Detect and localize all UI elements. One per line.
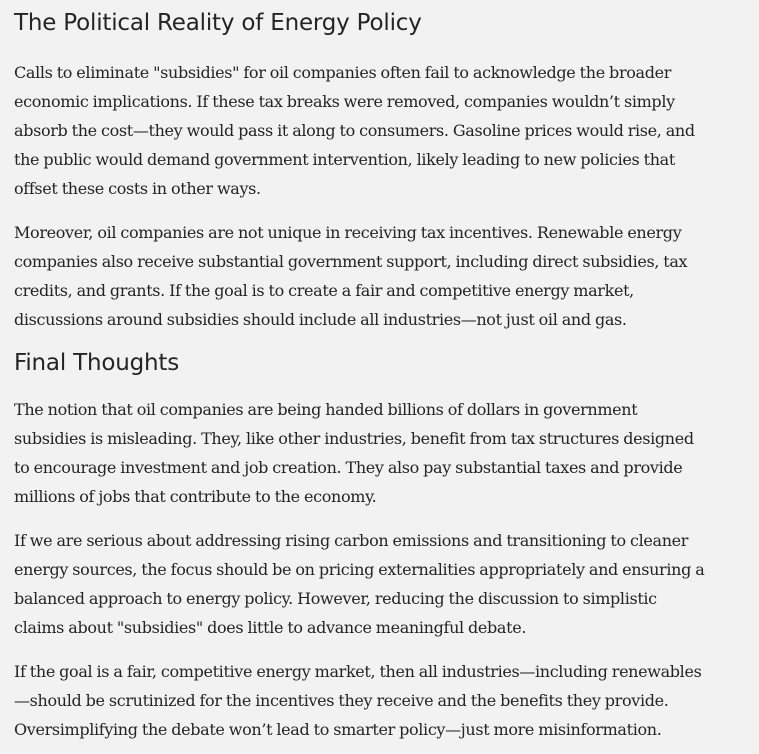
paragraph — [14, 218, 749, 334]
paragraph-line: discussions around subsidies should include all industries—not just oil and gas. — [14, 310, 627, 329]
paragraph — [14, 526, 749, 642]
section-heading-final-thoughts: Final Thoughts — [14, 350, 179, 376]
article-body — [14, 0, 749, 744]
paragraph-line: claims about "subsidies" does little to advance meaningful debate. — [14, 618, 527, 637]
paragraph-line: Oversimplifying the debate won’t lead to smarter policy—just more misinformation. — [14, 720, 662, 739]
paragraph-line: credits, and grants. If the goal is to create a fair and competitive energy market, — [14, 281, 634, 300]
paragraph-line: the public would demand government intervention, likely leading to new policies that — [14, 150, 675, 169]
paragraph-line: subsidies is misleading. They, like other industries, benefit from tax structures designed — [14, 429, 694, 448]
paragraph-line: The notion that oil companies are being handed billions of dollars in government — [14, 400, 638, 419]
paragraph-line: Calls to eliminate "subsidies" for oil companies often fail to acknowledge the broader — [14, 63, 672, 82]
paragraph — [14, 657, 749, 744]
paragraph-line: If the goal is a fair, competitive energy market, then all industries—including renewables — [14, 662, 702, 681]
paragraph-line: millions of jobs that contribute to the economy. — [14, 487, 377, 506]
paragraph-line: offset these costs in other ways. — [14, 179, 261, 198]
paragraph-line: economic implications. If these tax breaks were removed, companies wouldn’t simply — [14, 92, 675, 111]
paragraph-line: energy sources, the focus should be on pricing externalities appropriately and ensuring a — [14, 560, 705, 579]
section-heading-political-reality: The Political Reality of Energy Policy — [14, 10, 422, 36]
paragraph-line: If we are serious about addressing rising carbon emissions and transitioning to cleaner — [14, 531, 689, 550]
paragraph-line: absorb the cost—they would pass it along to consumers. Gasoline prices would rise, and — [14, 121, 695, 140]
paragraph-line: Moreover, oil companies are not unique in receiving tax incentives. Renewable energy — [14, 223, 682, 242]
paragraph-line: to encourage investment and job creation. They also pay substantial taxes and provide — [14, 458, 683, 477]
paragraph-line: companies also receive substantial government support, including direct subsidies, tax — [14, 252, 688, 271]
paragraph-line: balanced approach to energy policy. However, reducing the discussion to simplistic — [14, 589, 657, 608]
paragraph — [14, 395, 749, 511]
paragraph — [14, 58, 749, 203]
paragraph-line: —should be scrutinized for the incentives they receive and the benefits they provide. — [14, 691, 669, 710]
